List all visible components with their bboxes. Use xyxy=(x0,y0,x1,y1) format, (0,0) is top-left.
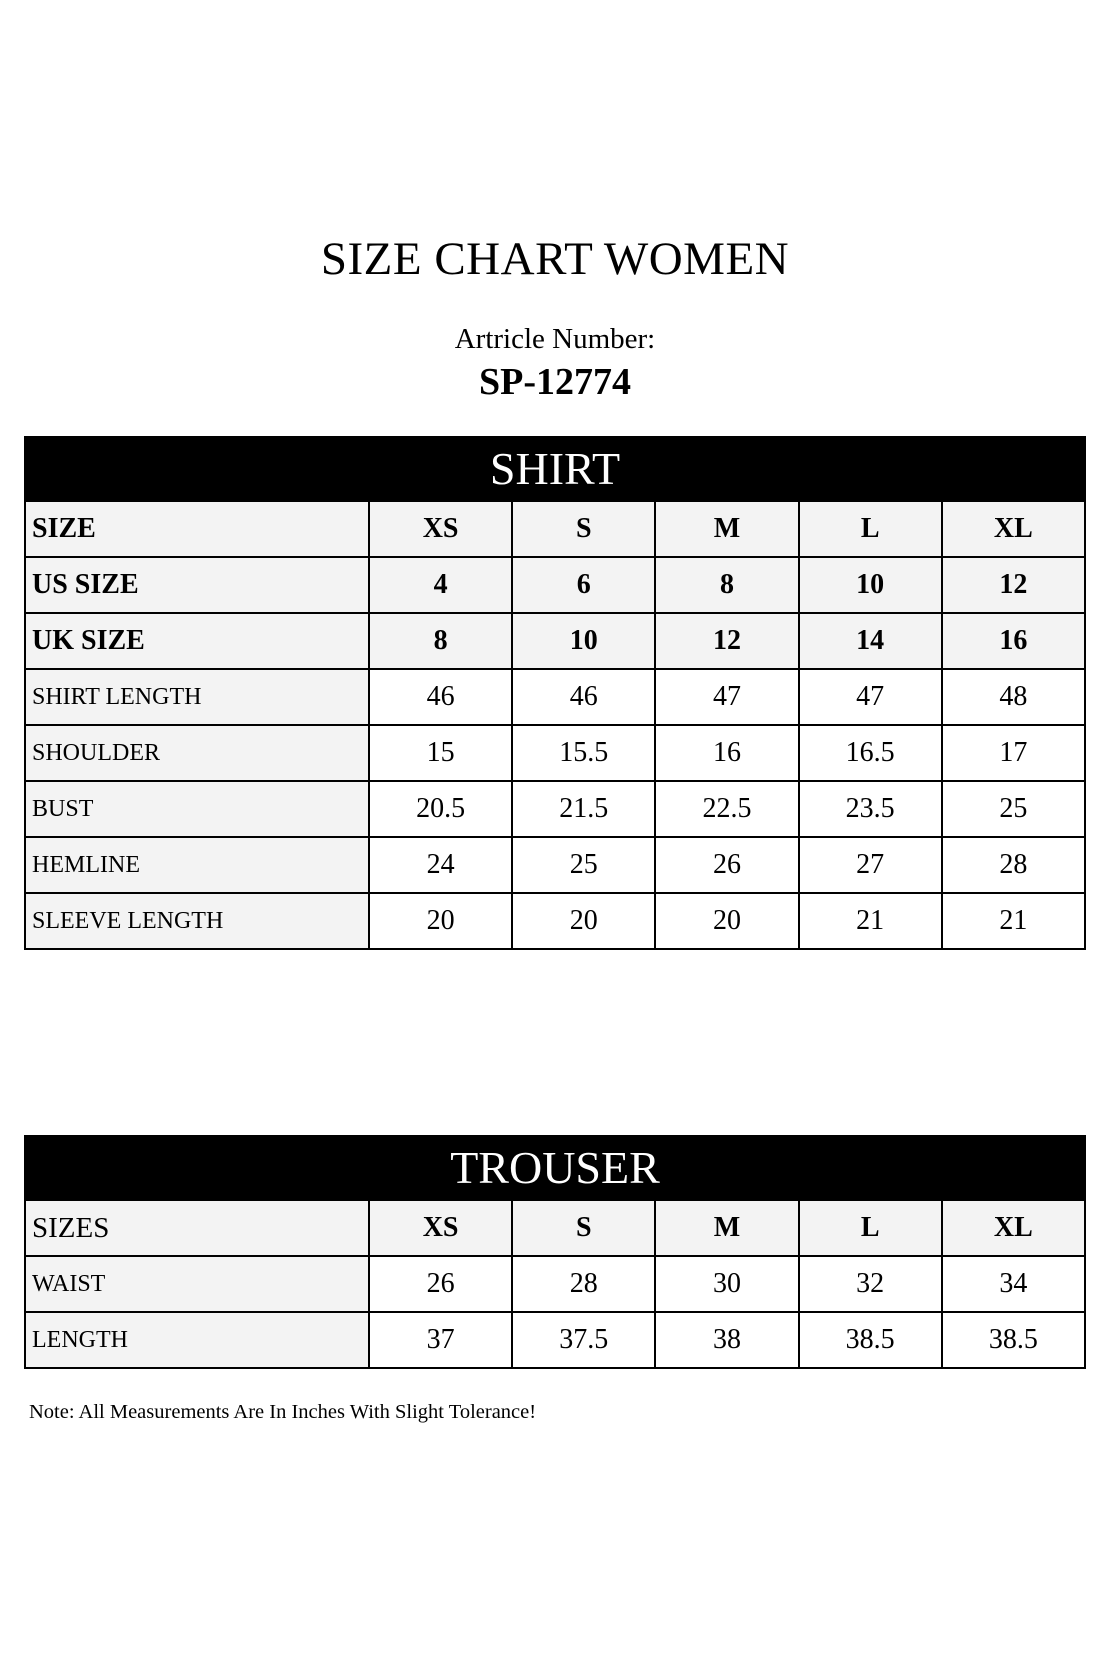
shirt-size-header-row xyxy=(25,501,1085,557)
row-label: US SIZE xyxy=(25,557,369,613)
table-cell: 48 xyxy=(942,669,1085,725)
table-cell: 16 xyxy=(655,725,798,781)
table-cell: 10 xyxy=(799,557,942,613)
table-cell: 25 xyxy=(512,837,655,893)
row-label: WAIST xyxy=(25,1256,369,1312)
row-label: SIZES xyxy=(25,1200,369,1256)
table-cell: 20 xyxy=(512,893,655,949)
trouser-size-table xyxy=(24,1199,1086,1369)
row-label: LENGTH xyxy=(25,1312,369,1368)
table-cell: 28 xyxy=(512,1256,655,1312)
table-cell: 21.5 xyxy=(512,781,655,837)
table-cell: 46 xyxy=(512,669,655,725)
article-number-label: Artricle Number: xyxy=(454,323,656,355)
uk-size-row xyxy=(25,613,1085,669)
table-cell: 32 xyxy=(799,1256,942,1312)
table-cell: 26 xyxy=(369,1256,512,1312)
table-cell: 8 xyxy=(369,613,512,669)
size-cell: M xyxy=(655,1200,798,1256)
us-size-row xyxy=(25,557,1085,613)
size-cell: L xyxy=(799,1200,942,1256)
table-cell: 25 xyxy=(942,781,1085,837)
table-cell: 15.5 xyxy=(512,725,655,781)
size-cell: XS xyxy=(369,501,512,557)
table-cell: 37 xyxy=(369,1312,512,1368)
table-cell: 8 xyxy=(655,557,798,613)
size-cell: M xyxy=(655,501,798,557)
row-label: SHOULDER xyxy=(25,725,369,781)
table-cell: 26 xyxy=(655,837,798,893)
table-cell: 6 xyxy=(512,557,655,613)
trouser-size-header-row xyxy=(25,1200,1085,1256)
table-cell: 20 xyxy=(369,893,512,949)
shirt-size-table xyxy=(24,500,1086,950)
trouser-heading: TROUSER xyxy=(24,1135,1086,1199)
size-cell: S xyxy=(512,1200,655,1256)
row-label: HEMLINE xyxy=(25,837,369,893)
table-cell: 20 xyxy=(655,893,798,949)
table-cell: 17 xyxy=(942,725,1085,781)
table-cell: 38.5 xyxy=(799,1312,942,1368)
table-cell: 27 xyxy=(799,837,942,893)
page-title: SIZE CHART WOMEN xyxy=(320,233,790,285)
table-cell: 21 xyxy=(942,893,1085,949)
row-label: SHIRT LENGTH xyxy=(25,669,369,725)
table-cell: 23.5 xyxy=(799,781,942,837)
table-cell: 38 xyxy=(655,1312,798,1368)
table-row xyxy=(25,893,1085,949)
table-cell: 21 xyxy=(799,893,942,949)
row-label: UK SIZE xyxy=(25,613,369,669)
row-label: SIZE xyxy=(25,501,369,557)
size-cell: S xyxy=(512,501,655,557)
row-label: BUST xyxy=(25,781,369,837)
table-row xyxy=(25,725,1085,781)
table-cell: 20.5 xyxy=(369,781,512,837)
table-cell: 24 xyxy=(369,837,512,893)
table-row xyxy=(25,781,1085,837)
shirt-size-section xyxy=(24,436,1086,950)
table-cell: 28 xyxy=(942,837,1085,893)
table-cell: 16.5 xyxy=(799,725,942,781)
table-cell: 14 xyxy=(799,613,942,669)
table-cell: 22.5 xyxy=(655,781,798,837)
table-cell: 30 xyxy=(655,1256,798,1312)
table-cell: 34 xyxy=(942,1256,1085,1312)
size-cell: L xyxy=(799,501,942,557)
trouser-size-section xyxy=(24,1135,1086,1369)
shirt-heading: SHIRT xyxy=(24,436,1086,500)
table-cell: 38.5 xyxy=(942,1312,1085,1368)
measurement-note: Note: All Measurements Are In Inches With Slight Tolerance! xyxy=(29,1401,537,1423)
article-number-value: SP-12774 xyxy=(479,361,631,403)
table-cell: 47 xyxy=(655,669,798,725)
table-cell: 47 xyxy=(799,669,942,725)
table-cell: 37.5 xyxy=(512,1312,655,1368)
size-cell: XL xyxy=(942,501,1085,557)
table-row xyxy=(25,837,1085,893)
table-cell: 12 xyxy=(655,613,798,669)
table-row xyxy=(25,1256,1085,1312)
size-cell: XL xyxy=(942,1200,1085,1256)
table-cell: 12 xyxy=(942,557,1085,613)
table-cell: 46 xyxy=(369,669,512,725)
table-row xyxy=(25,669,1085,725)
row-label: SLEEVE LENGTH xyxy=(25,893,369,949)
size-cell: XS xyxy=(369,1200,512,1256)
table-cell: 10 xyxy=(512,613,655,669)
table-cell: 15 xyxy=(369,725,512,781)
table-cell: 4 xyxy=(369,557,512,613)
table-cell: 16 xyxy=(942,613,1085,669)
table-row xyxy=(25,1312,1085,1368)
